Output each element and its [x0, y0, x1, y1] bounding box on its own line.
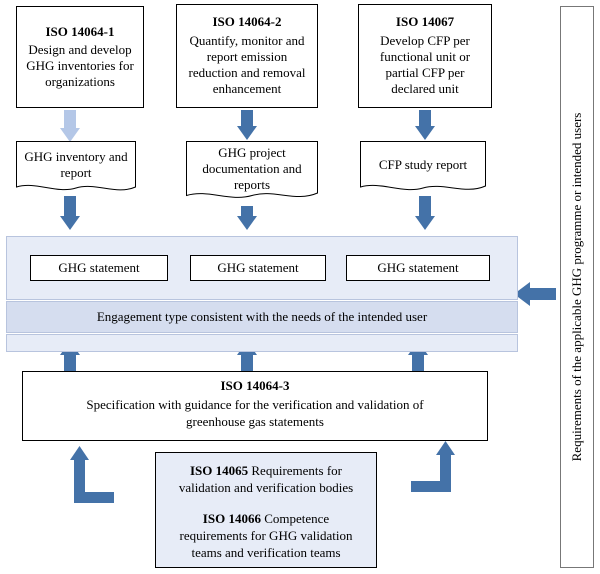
document-label: GHG inventory and report: [24, 148, 128, 180]
standard-code: ISO 14064-3: [220, 378, 290, 393]
arrow-bodies-right-elbow: [411, 441, 455, 492]
standard-description: Quantify, monitor and report emission reduction and removal enhancement: [188, 32, 306, 97]
arrow-sidebar-to-band: [514, 282, 556, 306]
bodies-requirements-box: [155, 452, 377, 568]
document-cfp-study-report: [360, 141, 486, 195]
standard-description-line2: greenhouse gas statements: [186, 413, 324, 429]
document-label: GHG project documentation and reports: [202, 144, 302, 193]
standard-description: Requirements for validation and verification bodies: [178, 463, 354, 495]
ghg-statement-label: GHG statement: [217, 260, 299, 275]
ghg-statement-label: GHG statement: [377, 260, 459, 275]
standard-description: Competence requirements for GHG validation teams and verification teams: [179, 510, 353, 560]
standard-code: ISO 14066: [202, 510, 261, 526]
standard-description: Develop CFP per functional unit or partial CFP per declared unit: [379, 32, 471, 97]
sidebar-ghg-programme-requirements: [560, 6, 594, 568]
standard-box-iso-14064-3: [22, 371, 488, 441]
arrow-iso14064-2-to-project-docs: [237, 110, 257, 140]
arrow-project-docs-to-statement-2: [237, 206, 257, 230]
bodies-entry-iso-14066: [168, 511, 364, 562]
engagement-band: [6, 301, 518, 333]
standard-code: ISO 14064-2: [212, 14, 282, 30]
document-ghg-project-documentation: [186, 141, 318, 203]
sidebar-label: Requirements of the applicable GHG programme or intended users: [569, 112, 584, 462]
standard-code: ISO 14065: [189, 463, 249, 478]
document-label: CFP study report: [378, 156, 468, 172]
ghg-statement-3: [346, 255, 490, 281]
arrow-cfp-report-to-statement-3: [415, 196, 435, 230]
ghg-statement-2: [190, 255, 326, 281]
arrow-iso14067-to-cfp-report: [415, 110, 435, 140]
ghg-statement-1: [30, 255, 168, 281]
arrow-iso14064-1-to-inventory: [60, 110, 80, 142]
document-ghg-inventory-report: [16, 141, 136, 195]
engagement-label: Engagement type consistent with the needs of the intended user: [96, 309, 428, 324]
arrow-bodies-left-elbow: [70, 446, 114, 503]
standard-code: ISO 14064-1: [45, 23, 115, 39]
arrow-inventory-to-statement-1: [60, 196, 80, 230]
bodies-entry-iso-14065: [168, 463, 364, 497]
engagement-band-footer: [6, 334, 518, 352]
standard-code: ISO 14067: [395, 14, 455, 30]
standard-description-line1: Specification with guidance for the verification and validation of: [86, 396, 424, 412]
standard-description: Design and develop GHG inventories for organizations: [26, 41, 134, 90]
ghg-statement-label: GHG statement: [58, 260, 140, 275]
